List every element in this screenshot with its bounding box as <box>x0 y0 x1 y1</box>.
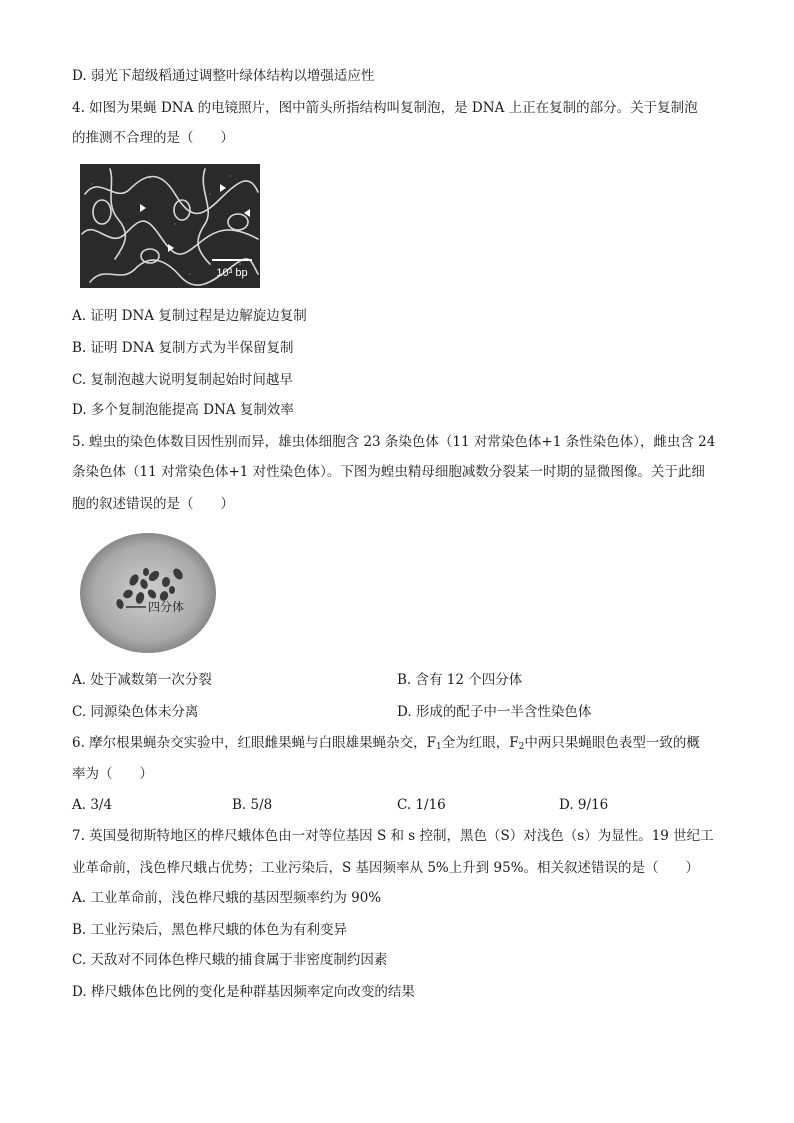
q5-option-c: C. 同源染色体未分离 <box>72 704 199 720</box>
dna-micrograph <box>80 164 260 288</box>
q7-stem-line1: 7. 英国曼彻斯特地区的桦尺蛾体色由一对等位基因 S 和 s 控制，黑色（S）对浅色（s）为显性。19 世纪工 <box>72 828 714 844</box>
q6-stem-part2: 全为红眼，F <box>441 735 519 751</box>
q6-option-b: B. 5/8 <box>232 797 273 813</box>
meiosis-micrograph <box>78 532 218 654</box>
q6-sub-f1: 1 <box>436 742 442 752</box>
scale-bar-label: 10³ bp <box>216 267 248 279</box>
q5-options-row1 <box>72 670 732 690</box>
q4-stem-line1: 4. 如图为果蝇 DNA 的电镜照片，图中箭头所指结构叫复制泡，是 DNA 上正在复制的部分。关于复制泡 <box>72 100 698 116</box>
q6-stem-line1 <box>72 733 700 757</box>
q6-stem-part1: 6. 摩尔根果蝇杂交实验中，红眼雌果蝇与白眼雄果蝇杂交，F <box>72 735 437 751</box>
q6-option-c: C. 1/16 <box>397 797 446 813</box>
q4-option-b: B. 证明 DNA 复制方式为半保留复制 <box>72 340 294 356</box>
q5-option-a: A. 处于减数第一次分裂 <box>72 672 212 688</box>
q7-option-a: A. 工业革命前，浅色桦尺蛾的基因型频率约为 90% <box>72 890 382 906</box>
q7-stem-line2: 业革命前，浅色桦尺蛾占优势；工业污染后，S 基因频率从 5%上升到 95%。相关叙述错误的是（ ） <box>72 860 700 876</box>
q5-options-row2 <box>72 702 732 722</box>
q3-option-d: D. 弱光下超级稻通过调整叶绿体结构以增强适应性 <box>72 68 375 84</box>
q5-option-b: B. 含有 12 个四分体 <box>397 672 523 688</box>
q6-options-row <box>72 795 732 815</box>
q5-stem-line2: 条染色体（11 对常染色体+1 对性染色体）。下图为蝗虫精母细胞减数分裂某一时期的显微图像。关于此细 <box>72 464 705 480</box>
q5-stem-line1: 5. 蝗虫的染色体数目因性别而异，雄虫体细胞含 23 条染色体（11 对常染色体+1 条性染色体），雌虫含 24 <box>72 434 716 450</box>
q5-stem-line3: 胞的叙述错误的是（ ） <box>72 496 234 512</box>
q4-stem-line2: 的推测不合理的是（ ） <box>72 130 234 146</box>
q6-option-a: A. 3/4 <box>72 797 113 813</box>
q6-sub-f2: 2 <box>518 742 525 752</box>
q5-option-d: D. 形成的配子中一半含性染色体 <box>397 704 592 720</box>
q4-option-d: D. 多个复制泡能提高 DNA 复制效率 <box>72 402 294 418</box>
q6-stem-part3: 中两只果蝇眼色表型一致的概 <box>524 735 700 751</box>
q4-option-c: C. 复制泡越大说明复制起始时间越早 <box>72 372 293 388</box>
q7-option-c: C. 天敌对不同体色桦尺蛾的捕食属于非密度制约因素 <box>72 952 388 968</box>
q6-stem-line2: 率为（ ） <box>72 766 153 782</box>
dna-micrograph-image <box>80 164 260 288</box>
q7-option-d: D. 桦尺蛾体色比例的变化是种群基因频率定向改变的结果 <box>72 984 415 1000</box>
q6-option-d: D. 9/16 <box>559 797 609 813</box>
tetrad-label: 四分体 <box>148 600 185 614</box>
q7-option-b: B. 工业污染后，黑色桦尺蛾的体色为有利变异 <box>72 922 348 938</box>
q4-option-a: A. 证明 DNA 复制过程是边解旋边复制 <box>72 308 307 324</box>
meiosis-micrograph-image <box>78 532 218 654</box>
